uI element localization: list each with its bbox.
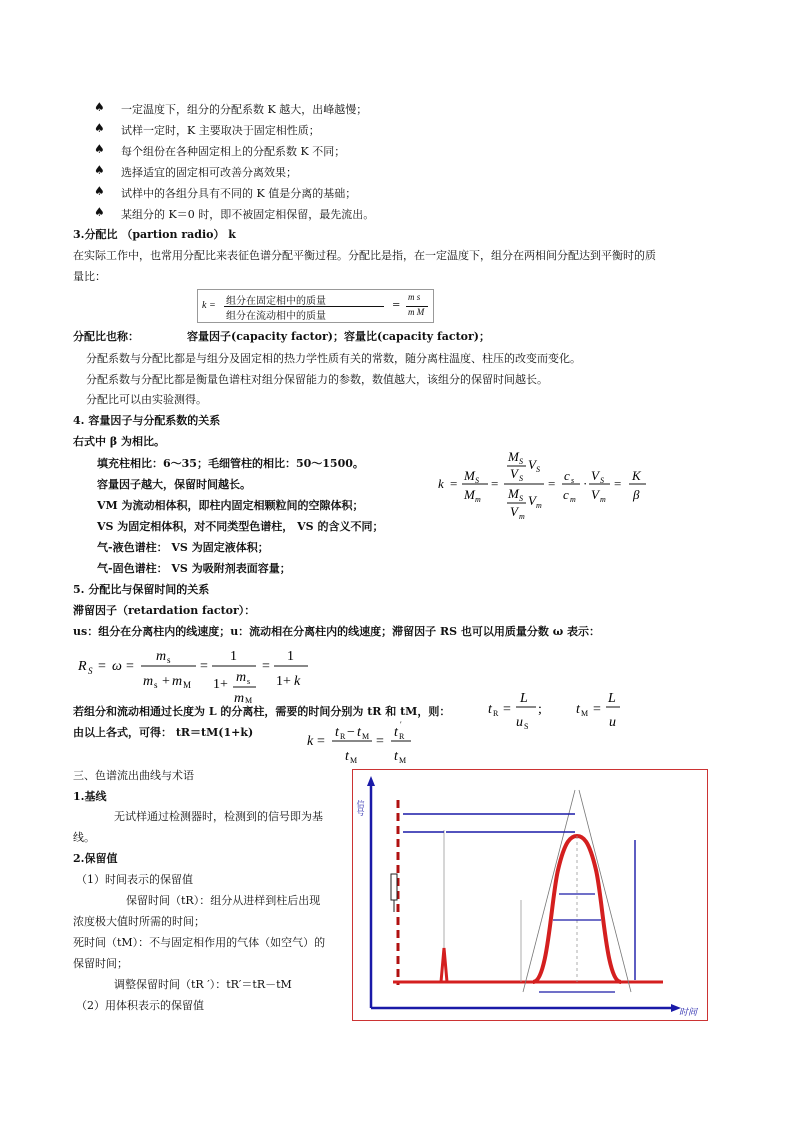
svg-text:u: u	[516, 715, 523, 730]
svg-text:M: M	[399, 756, 407, 765]
svg-text:M: M	[508, 486, 519, 501]
svg-text:−: −	[347, 725, 355, 740]
svg-text:m: m	[519, 512, 525, 521]
k-time-formula	[305, 718, 415, 768]
spade-icon: ♠	[94, 142, 105, 156]
svg-text:L: L	[520, 691, 528, 706]
section3-para: 在实际工作中，也常用分配比来表征色谱分配平衡过程。分配比是指，在一定温度下，组分在两相间分配达到平衡时的质	[73, 249, 656, 262]
section3-heading: 3.分配比 （partion radio） k	[73, 228, 236, 241]
section5-line1: 滞留因子（retardation factor）：	[73, 604, 256, 617]
formula-mm: m M	[408, 307, 425, 317]
svg-text:R: R	[78, 659, 87, 674]
svg-text:s: s	[154, 680, 158, 690]
svg-text:=: =	[376, 734, 384, 749]
retention-heading: 2.保留值	[73, 852, 118, 865]
section5-line3: 若组分和流动相通过长度为 L 的分离柱，需要的时间分别为 tR 和 tM，则：	[73, 705, 451, 718]
section4-line2: 填充柱相比：6～35；毛细管柱的相比：50～1500。	[97, 457, 364, 470]
formula-denominator: 组分在流动相中的质量	[226, 311, 326, 322]
svg-text:t: t	[345, 749, 349, 764]
svg-text:R: R	[340, 732, 346, 741]
spade-icon: ♠	[94, 100, 105, 114]
svg-text:=: =	[126, 659, 134, 674]
chromatogram-svg	[353, 770, 707, 1020]
syringe-icon	[391, 874, 397, 900]
svg-text:=: =	[548, 476, 556, 491]
y-axis-label: 信号	[356, 800, 365, 816]
baseline-text-cont: 线。	[73, 831, 95, 844]
tr-text: 保留时间（tR）：组分从进样到柱后出现	[126, 894, 321, 907]
section4-heading: 4. 容量因子与分配系数的关系	[73, 414, 221, 427]
svg-text:S: S	[536, 465, 540, 474]
svg-text:m: m	[475, 495, 481, 504]
tm-text-cont: 保留时间；	[73, 957, 128, 970]
spade-icon: ♠	[94, 121, 105, 135]
baseline-text: 无试样通过检测器时，检测到的信号即为基	[114, 810, 323, 823]
section5-line4: 由以上各式，可得： tR＝tM(1+k)	[73, 726, 254, 739]
svg-text:=: =	[200, 659, 208, 674]
svg-text:1+: 1+	[213, 677, 228, 692]
baseline-heading: 1.基线	[73, 790, 107, 803]
svg-text:s: s	[571, 476, 575, 485]
svg-text:M: M	[581, 709, 589, 718]
svg-text:t: t	[394, 725, 398, 740]
svg-text:m: m	[600, 495, 606, 504]
svg-text:+: +	[162, 674, 170, 689]
adjusted-retention-text: 调整保留时间（tR ′）：tR′＝tR－tM	[114, 978, 292, 991]
svg-text:′: ′	[400, 720, 402, 729]
svg-text:=: =	[503, 702, 511, 717]
x-axis-label: 时间	[679, 1008, 698, 1018]
section4-line4: VM 为流动相体积，即柱内固定相颗粒间的空隙体积；	[97, 499, 364, 512]
svg-text:M: M	[464, 487, 475, 502]
section4-line7: 气-固色谱柱： VS 为吸附剂表面容量；	[97, 562, 291, 575]
formula-numerator: 组分在固定相中的质量	[226, 296, 326, 307]
svg-text:=: =	[98, 659, 106, 674]
svg-text:V: V	[510, 466, 518, 481]
svg-text:β: β	[633, 487, 640, 502]
svg-text:k: k	[307, 734, 314, 749]
svg-text:m: m	[143, 674, 154, 689]
svg-text:=: =	[262, 659, 270, 674]
svg-text:M: M	[464, 468, 475, 483]
svg-text:k: k	[438, 476, 444, 491]
svg-text:S: S	[524, 722, 529, 731]
svg-text:V: V	[591, 487, 599, 502]
chapter-heading: 三、色谱流出曲线与术语	[73, 769, 194, 782]
svg-text:k: k	[294, 674, 301, 689]
svg-text:R: R	[493, 709, 499, 718]
svg-text:t: t	[357, 725, 361, 740]
svg-text:t: t	[576, 702, 580, 717]
section5-heading: 5. 分配比与保留时间的关系	[73, 583, 210, 596]
svg-text:1+: 1+	[276, 674, 291, 689]
svg-text:c: c	[564, 468, 570, 483]
svg-text:M: M	[362, 732, 370, 741]
svg-text:L: L	[608, 691, 616, 706]
svg-text:=: =	[317, 734, 325, 749]
svg-text:u: u	[609, 715, 616, 730]
k-relation-formula	[436, 445, 656, 525]
alias-value: 容量因子(capacity factor)；容量比(capacity factor)；	[187, 330, 491, 343]
svg-text:K: K	[632, 468, 641, 483]
svg-text:S: S	[475, 476, 479, 485]
bullet-3: 每个组份在各种固定相上的分配系数 K 不同；	[121, 145, 346, 158]
svg-text:·: ·	[583, 476, 588, 491]
svg-text:=: =	[491, 476, 499, 491]
svg-text:1: 1	[287, 649, 294, 664]
spade-icon: ♠	[94, 163, 105, 177]
svg-text:S: S	[519, 457, 523, 466]
svg-text:S: S	[519, 474, 523, 483]
svg-text:m: m	[172, 674, 183, 689]
retention-sub1: （1）时间表示的保留值	[76, 873, 193, 886]
svg-text:t: t	[488, 702, 492, 717]
svg-text:m: m	[536, 501, 542, 510]
svg-text:=: =	[614, 476, 622, 491]
svg-text:m: m	[570, 495, 576, 504]
note-3: 分配比可以由实验测得。	[86, 393, 207, 406]
svg-text:c: c	[563, 487, 569, 502]
svg-text:S: S	[600, 476, 604, 485]
bullet-4: 选择适宜的固定相可改善分离效果；	[121, 166, 297, 179]
svg-text:S: S	[88, 666, 93, 676]
tm-text: 死时间（tM）：不与固定相作用的气体（如空气）的	[73, 936, 326, 949]
svg-text:1: 1	[230, 649, 237, 664]
svg-text:m: m	[156, 649, 167, 664]
svg-text:S: S	[519, 494, 523, 503]
retardation-factor-formula	[76, 640, 316, 704]
chromatogram-figure	[352, 769, 708, 1021]
air-peak	[441, 948, 447, 982]
svg-text:=: =	[450, 476, 458, 491]
svg-text:ω: ω	[112, 659, 122, 674]
svg-text:t: t	[394, 749, 398, 764]
svg-text:=: =	[593, 702, 601, 717]
svg-text:V: V	[528, 493, 536, 508]
retention-sub2: （2）用体积表示的保留值	[76, 999, 204, 1012]
bullet-1: 一定温度下，组分的分配系数 K 越大，出峰越慢；	[121, 103, 368, 116]
svg-text:s: s	[247, 677, 251, 686]
svg-text:M: M	[508, 449, 519, 464]
section3-para-cont: 量比：	[73, 270, 106, 283]
section4-line6: 气-液色谱柱： VS 为固定液体积；	[97, 541, 269, 554]
svg-text:M: M	[245, 696, 253, 704]
svg-text:R: R	[399, 732, 405, 741]
svg-text:M: M	[183, 680, 192, 690]
svg-text:m: m	[234, 691, 245, 704]
bullet-6: 某组分的 K＝0 时，即不被固定相保留，最先流出。	[121, 208, 375, 221]
formula-lhs: k =	[202, 300, 216, 311]
section4-line1: 右式中 β 为相比。	[73, 435, 165, 448]
bullet-5: 试样中的各组分具有不同的 K 值是分离的基础；	[121, 187, 357, 200]
spade-icon: ♠	[94, 184, 105, 198]
y-axis-arrow	[367, 776, 375, 786]
note-1: 分配系数与分配比都是与组分及固定相的热力学性质有关的常数，随分离柱温度、柱压的改变而变化。	[86, 352, 581, 365]
svg-text:s: s	[167, 655, 171, 665]
svg-text:V: V	[528, 457, 536, 472]
section5-line2: us：组分在分离柱内的线速度；u：流动相在分离柱内的线速度；滞留因子 RS 也可以用质量分数 ω 表示：	[73, 625, 601, 638]
alias-label: 分配比也称：	[73, 330, 139, 343]
svg-text:;: ;	[538, 702, 542, 717]
note-2: 分配系数与分配比都是衡量色谱柱对组分保留能力的参数，数值越大，该组分的保留时间越长。	[86, 373, 548, 386]
section4-line3: 容量因子越大，保留时间越长。	[97, 478, 251, 491]
tr-text-cont: 浓度极大值时所需的时间；	[73, 915, 205, 928]
partition-ratio-formula	[197, 289, 434, 323]
svg-text:m: m	[236, 670, 247, 685]
svg-text:V: V	[591, 468, 599, 483]
section4-line5: VS 为固定相体积，对不同类型色谱柱， VS 的含义不同；	[97, 520, 384, 533]
time-formulas	[484, 682, 634, 732]
spade-icon: ♠	[94, 205, 105, 219]
svg-text:M: M	[350, 756, 358, 765]
bullet-2: 试样一定时，K 主要取决于固定相性质；	[121, 124, 320, 137]
formula-eq: =	[392, 300, 401, 311]
svg-text:V: V	[510, 504, 518, 519]
svg-text:t: t	[335, 725, 339, 740]
formula-ms: m s	[408, 292, 421, 302]
